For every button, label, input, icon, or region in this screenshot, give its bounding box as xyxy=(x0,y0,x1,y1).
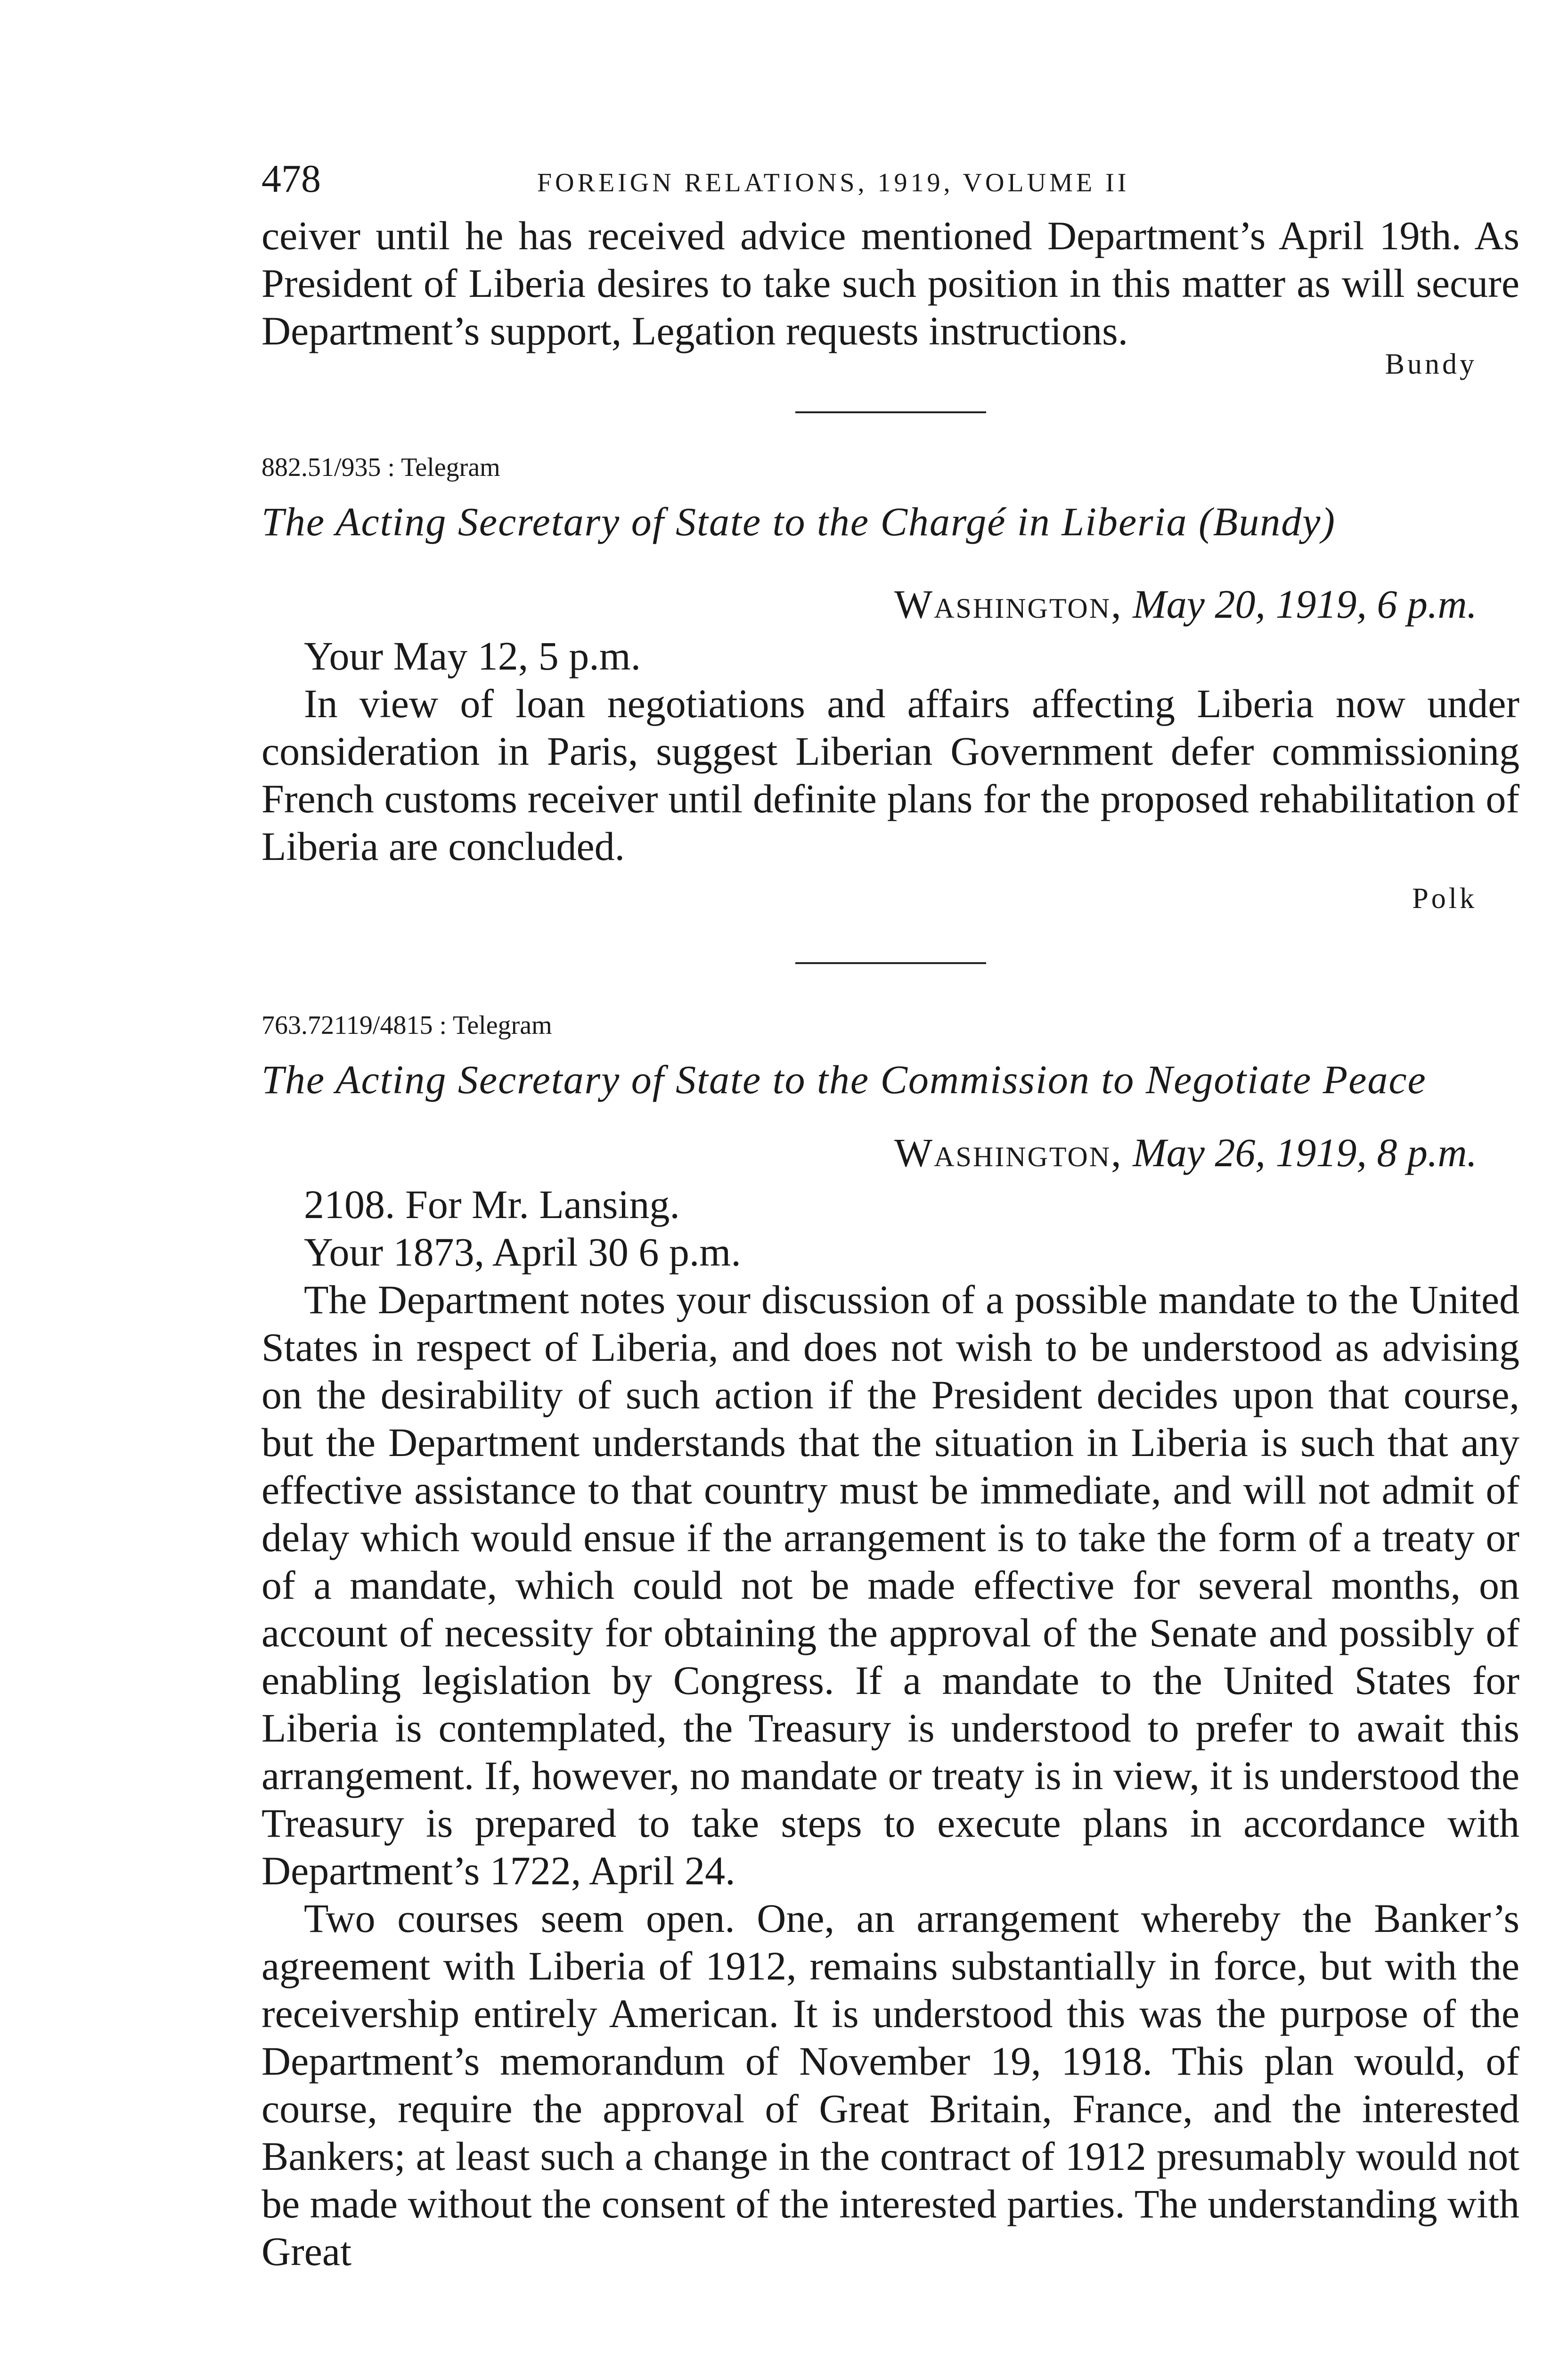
dateline-place: Washington, xyxy=(894,581,1123,627)
dateline-date: May 20, 1919, 6 p.m. xyxy=(1133,581,1477,627)
body-paragraph: Your 1873, April 30 6 p.m. xyxy=(304,1229,741,1275)
dateline xyxy=(261,578,1477,630)
document-title: The Acting Secretary of State to the Commission to Negotiate Peace xyxy=(261,1057,1427,1102)
body-paragraph: 2108. For Mr. Lansing. xyxy=(304,1182,680,1227)
dateline-date: May 26, 1919, 8 p.m. xyxy=(1133,1130,1477,1175)
continuation-paragraph: ceiver until he has received advice mentioned Department’s April 19th. As President of Liberia desires to take such position in this matter as will secure Department’s support, Legation requests instructions. xyxy=(261,213,1519,353)
dateline xyxy=(261,1127,1477,1178)
signature-polk: Polk xyxy=(1412,883,1477,915)
body-paragraph: In view of loan negotiations and affairs affecting Liberia now under consideration in Paris, suggest Liberian Government defer commissioning French customs receiver until definite plans for the proposed rehabilitation of Liberia are concluded. xyxy=(261,681,1519,869)
file-reference: 763.72119/4815 : Telegram xyxy=(261,1011,552,1040)
running-head-title: FOREIGN RELATIONS, 1919, VOLUME II xyxy=(537,168,1130,197)
document-page xyxy=(261,155,1519,2275)
dateline-place: Washington, xyxy=(894,1130,1123,1175)
file-reference: 882.51/935 : Telegram xyxy=(261,453,500,482)
page-number: 478 xyxy=(261,157,321,201)
signature-bundy: Bundy xyxy=(1385,348,1477,380)
document-title: The Acting Secretary of State to the Chargé in Liberia (Bundy) xyxy=(261,499,1336,544)
running-head xyxy=(261,155,1519,212)
body-paragraph: Your May 12, 5 p.m. xyxy=(304,633,641,679)
body-paragraph: Two courses seem open. One, an arrangement whereby the Banker’s agreement with Liberia of 1912, remains substantially in force, but with the receivership entirely American. It is understood this was the purpose of the Department’s memorandum of November 19, 1918. This plan would, of course, require the approval of Great Britain, France, and the interested Bankers; at least such a change in the contract of 1912 presumably would not be made without the consent of the interested parties. The understanding with Great xyxy=(261,1896,1519,2274)
body-paragraph: The Department notes your discussion of a possible mandate to the United States in respect of Liberia, and does not wish to be understood as advising on the desirability of such action if the President decides upon that course, but the Department understands that the situation in Liberia is such that any effective assistance to that country must be immediate, and will not admit of delay which would ensue if the arrangement is to take the form of a treaty or of a mandate, which could not be made effective for several months, on account of necessity for obtaining the approval of the Senate and possibly of enabling legislation by Congress. If a mandate to the United States for Liberia is contemplated, the Treasury is understood to prefer to await this arrangement. If, however, no mandate or treaty is in view, it is understood the Treasury is prepared to take steps to execute plans in accordance with Department’s 1722, April 24. xyxy=(261,1277,1519,1893)
